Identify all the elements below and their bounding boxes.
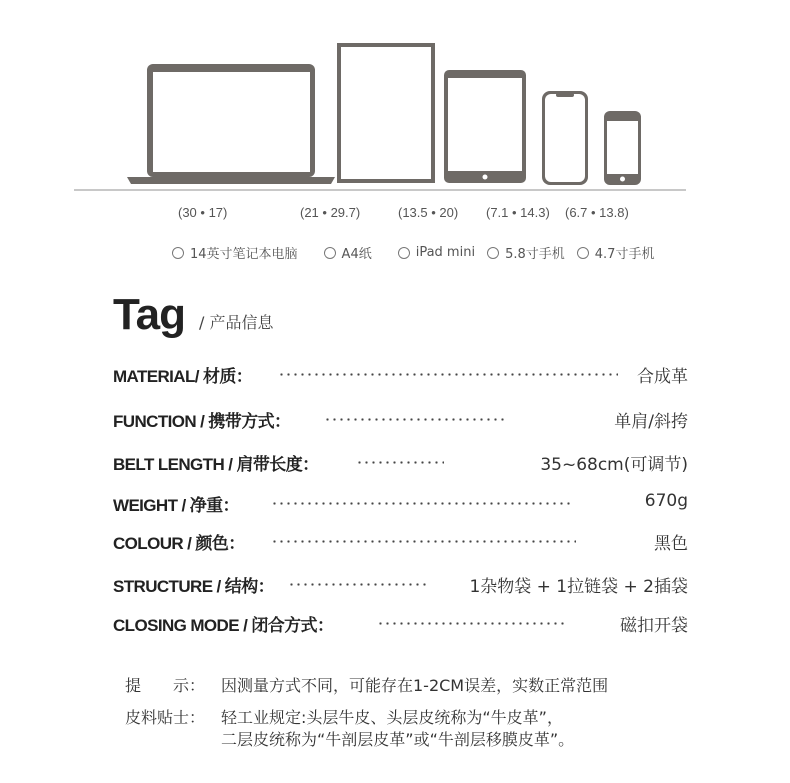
radio-circle-icon [172,247,184,259]
spec-value: 合成革 [637,367,688,387]
spec-label: MATERIAL/ 材质： [113,367,253,386]
spec-label: WEIGHT / 净重： [113,496,239,515]
spec-label: BELT LENGTH / 肩带长度： [113,455,319,474]
phone-5-8-icon [542,91,588,185]
spec-value: 35~68cm(可调节) [540,455,688,475]
spec-value: 磁扣开袋 [620,616,688,636]
tip-label: 提 示： [125,676,206,695]
legend-label: iPad mini [415,245,476,260]
spec-row-structure [113,572,688,596]
legend-phone-4-7 [577,243,655,262]
tag-title: Tag [113,290,185,339]
legend-laptop [172,243,298,262]
legend-phone-5-8 [487,243,565,262]
legend-ipad [398,245,475,260]
leather-line-2: 二层皮统称为“牛剖层皮革”或“牛剖层移膜皮革”。 [221,730,575,749]
leather-line-1: 轻工业规定:头层牛皮、头层皮统称为“牛皮革”， [221,708,563,727]
dimension-a4: (21 • 29.7) [300,205,361,220]
tip-text: 因测量方式不同，可能存在1-2CM误差，实数正常范围 [221,676,609,695]
leather-label: 皮料贴士： [125,708,206,727]
phone-4-7-icon [604,111,641,185]
laptop-icon [127,64,335,184]
dotted-leader [288,583,428,586]
dimension-laptop: (30 • 17) [178,205,228,220]
radio-circle-icon [577,247,589,259]
radio-circle-icon [398,247,410,259]
legend-label: 14英寸笔记本电脑 [190,247,298,262]
spec-value: 黑色 [654,534,688,554]
spec-value: 670g [644,491,688,511]
spec-label: FUNCTION / 携带方式： [113,412,291,431]
radio-circle-icon [487,247,499,259]
legend-a4 [324,243,372,262]
dotted-leader [324,418,504,421]
dotted-leader [271,540,576,543]
spec-row-material [113,362,688,386]
legend-label: A4纸 [341,247,372,262]
spec-row-belt-length [113,450,688,474]
dimension-phone-5-8: (7.1 • 14.3) [486,205,550,220]
spec-row-closing-mode [113,611,688,635]
ipad-mini-icon [444,70,526,183]
spec-row-function [113,407,688,431]
device-size-illustration [0,0,790,240]
spec-label: CLOSING MODE / 闭合方式： [113,616,334,635]
spec-value: 1杂物袋 + 1拉链袋 + 2插袋 [469,577,688,597]
dimension-ipad: (13.5 • 20) [398,205,459,220]
radio-circle-icon [324,247,336,259]
spec-label: STRUCTURE / 结构： [113,577,274,596]
spec-row-weight [113,491,688,515]
dotted-leader [356,461,444,464]
dotted-leader [271,502,571,505]
spec-row-colour [113,529,688,553]
spec-label: COLOUR / 颜色： [113,534,245,553]
dotted-leader [278,373,618,376]
tag-subtitle: / 产品信息 [199,313,274,332]
spec-value: 单肩/斜挎 [614,412,688,432]
legend-label: 5.8寸手机 [505,247,565,262]
legend-label: 4.7寸手机 [594,247,655,262]
device-legend [172,243,666,262]
a4-paper-icon [337,43,435,183]
dotted-leader [377,622,567,625]
dimension-phone-4-7: (6.7 • 13.8) [565,205,629,220]
